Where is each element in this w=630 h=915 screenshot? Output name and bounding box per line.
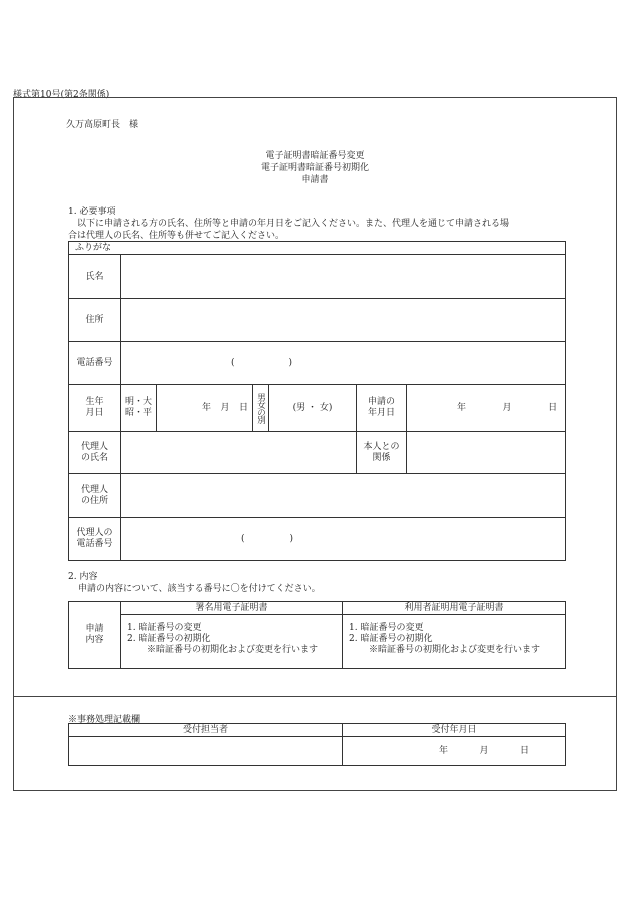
title-line-3: 申請書 bbox=[301, 175, 329, 185]
apply-date-label-line-2: 年月日 bbox=[367, 408, 395, 418]
user-option-init[interactable]: 2. 暗証番号の初期化 bbox=[349, 634, 433, 644]
received-date-header: 受付年月日 bbox=[343, 724, 566, 737]
apply-month-unit: 月 bbox=[502, 403, 512, 413]
form-number: 様式第10号(第2条関係) bbox=[13, 90, 110, 100]
title-line-2: 電子証明書暗証番号初期化 bbox=[260, 163, 369, 173]
sex-label-cell bbox=[253, 385, 269, 432]
birthdate-label bbox=[69, 385, 121, 432]
apply-day-unit: 日 bbox=[548, 403, 558, 413]
name-field[interactable] bbox=[121, 255, 566, 299]
apply-year-unit: 年 bbox=[457, 403, 467, 413]
apply-date-label-line-1: 申請の bbox=[367, 397, 395, 407]
user-option-note: ※暗証番号の初期化および変更を行います bbox=[369, 645, 541, 655]
signature-option-note: ※暗証番号の初期化および変更を行います bbox=[147, 645, 319, 655]
section2-heading: 2. 内容 bbox=[68, 572, 98, 582]
office-use-table bbox=[68, 723, 566, 766]
agent-address-label bbox=[69, 474, 121, 518]
address-field[interactable] bbox=[121, 299, 566, 342]
phone-field[interactable]: ( ) bbox=[121, 342, 566, 385]
user-option-change[interactable]: 1. 暗証番号の変更 bbox=[349, 623, 424, 633]
addressee: 久万高原町長 様 bbox=[66, 120, 139, 130]
agent-name-field[interactable] bbox=[121, 432, 357, 474]
received-date-field[interactable] bbox=[343, 737, 566, 766]
content-table bbox=[68, 601, 566, 669]
section1-instruction-1: 以下に申請される方の氏名、住所等と申請の年月日をご記入ください。また、代理人を通じて申請される場 bbox=[68, 219, 510, 229]
document-title bbox=[0, 150, 630, 186]
era-option-line-2: 昭・平 bbox=[124, 408, 152, 418]
divider bbox=[13, 696, 617, 697]
birth-year-unit: 年 bbox=[202, 403, 212, 413]
agent-name-label-line-2: の氏名 bbox=[80, 452, 108, 463]
agent-phone-label bbox=[69, 518, 121, 561]
received-year-unit: 年 bbox=[439, 746, 449, 756]
signature-option-change[interactable]: 1. 暗証番号の変更 bbox=[127, 623, 202, 633]
sex-label: 男女の別 bbox=[255, 393, 266, 423]
agent-phone-label-line-2: 電話番号 bbox=[76, 539, 113, 549]
relation-label-line-1: 本人との bbox=[363, 441, 400, 452]
section2-instruction: 申請の内容について、該当する番号に〇を付けてください。 bbox=[78, 584, 321, 594]
signature-cert-header: 署名用電子証明書 bbox=[121, 602, 343, 615]
relation-label bbox=[357, 432, 407, 474]
era-options[interactable] bbox=[121, 385, 157, 432]
name-label: 氏名 bbox=[69, 255, 121, 299]
era-option-line-1: 明・大 bbox=[124, 397, 152, 407]
receiver-header: 受付担当者 bbox=[69, 724, 343, 737]
relation-label-line-2: 関係 bbox=[372, 452, 391, 463]
agent-address-field[interactable] bbox=[121, 474, 566, 518]
content-row-label-line-1: 申請 bbox=[85, 624, 104, 634]
apply-date-label bbox=[357, 385, 407, 432]
agent-phone-field[interactable]: ( ) bbox=[121, 518, 566, 561]
title-line-1: 電子証明書暗証番号変更 bbox=[265, 151, 365, 161]
agent-phone-label-line-1: 代理人の bbox=[76, 528, 113, 538]
user-cert-options bbox=[343, 615, 566, 669]
apply-date-field[interactable] bbox=[407, 385, 566, 432]
birthdate-label-line-2: 月日 bbox=[85, 408, 104, 418]
office-use-heading: ※事務処理記載欄 bbox=[68, 715, 141, 725]
section1-instruction-2: 合は代理人の氏名、住所等も併せてご記入ください。 bbox=[68, 231, 285, 241]
agent-address-label-line-2: の住所 bbox=[80, 495, 108, 506]
section1-heading: 1. 必要事項 bbox=[68, 207, 116, 217]
content-row-label-line-2: 内容 bbox=[85, 635, 104, 645]
signature-cert-options bbox=[121, 615, 343, 669]
address-label: 住所 bbox=[69, 299, 121, 342]
agent-address-label-line-1: 代理人 bbox=[80, 484, 108, 495]
received-month-unit: 月 bbox=[479, 746, 489, 756]
birthdate-label-line-1: 生年 bbox=[85, 397, 104, 407]
receiver-field[interactable] bbox=[69, 737, 343, 766]
birthdate-field[interactable] bbox=[157, 385, 253, 432]
signature-option-init[interactable]: 2. 暗証番号の初期化 bbox=[127, 634, 211, 644]
agent-name-label-line-1: 代理人 bbox=[80, 441, 108, 452]
relation-field[interactable] bbox=[407, 432, 566, 474]
applicant-table bbox=[68, 241, 566, 561]
agent-name-label bbox=[69, 432, 121, 474]
birth-month-unit: 月 bbox=[220, 403, 230, 413]
sex-options[interactable]: (男 ・ 女) bbox=[269, 385, 357, 432]
content-row-label bbox=[69, 602, 121, 669]
user-cert-header: 利用者証明用電子証明書 bbox=[343, 602, 566, 615]
received-day-unit: 日 bbox=[519, 746, 529, 756]
phone-label: 電話番号 bbox=[69, 342, 121, 385]
furigana-label: ふりがな bbox=[69, 242, 566, 255]
birth-day-unit: 日 bbox=[238, 403, 248, 413]
